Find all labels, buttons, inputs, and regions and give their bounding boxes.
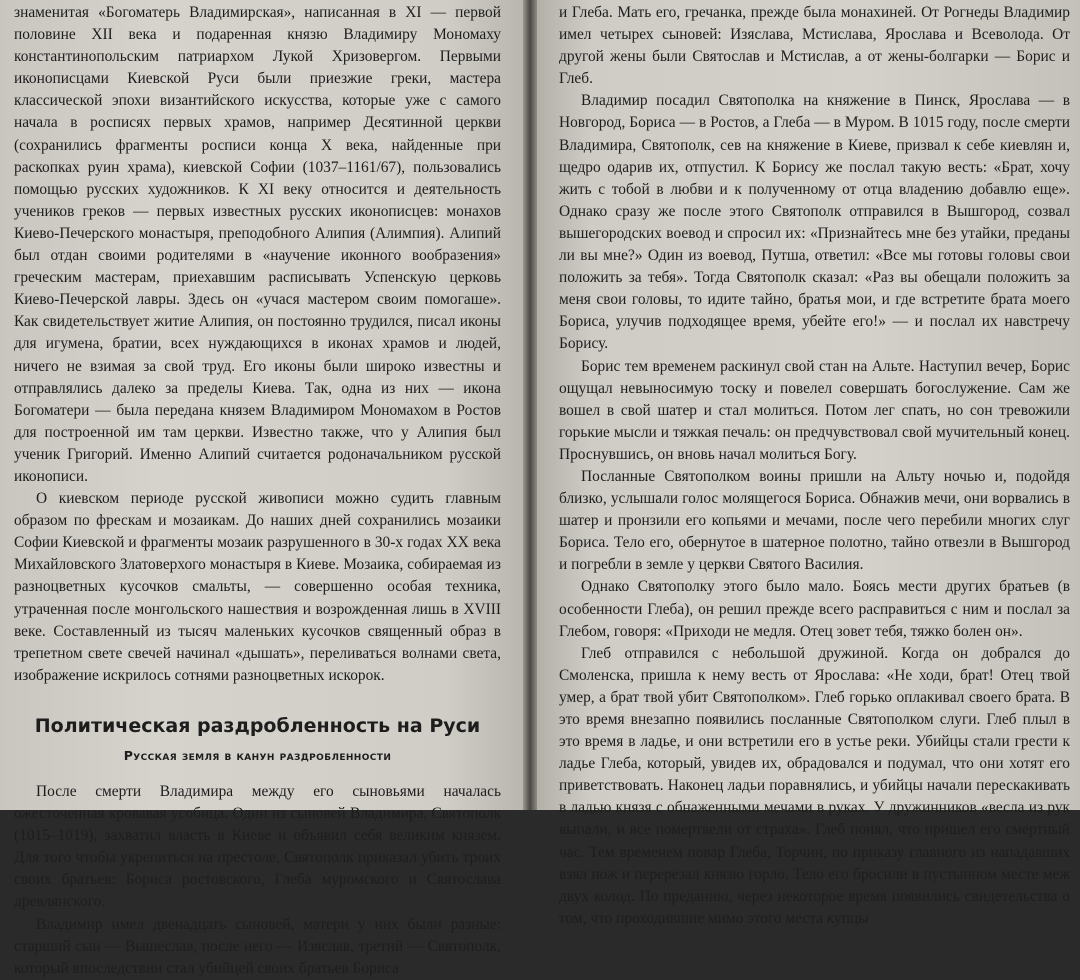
paragraph: знаменитая «Богоматерь Владимирская», написанная в XI — первой половине XII века и подаренная князю Владимиру Мономаху константинопольским патриархом Лукой Хризовергом. Первыми иконописцами Киевской Руси были приезжие греки, мастера классической эпохи византийского искусства, которые уже с самого начала в росписях первых храмов, например Десятинной церкви (сохранились фрагменты росписи конца X века, найденные при раскопках руин храма), киевской Софии (1037–1161/67), пользовались помощью русских художников. К XI веку относится и деятельность учеников греков — первых известных русских иконописцев: монахов Киево-Печерского монастыря, преподобного Алипия (Алимпия). Алипий был отдан своими родителями в «научение иконного вообразения» греческим мастерам, приехавшим расписывать Успенскую церковь Киево-Печерской лавры. Здесь он «учася мастером своим помогаше». Как свидетельствует житие Алипия, он постоянно трудился, писал иконы для игумена, братии, всех нуждающихся в иконах храмов и людей, ничего не взимая за свой труд. Его иконы были широко известны и отправлялись далеко за пределы Киева. Так, одна из них — икона Богоматери — была передана князем Владимиром Мономахом в Ростов для построенной им там церкви. Известно также, что у Алипия был ученик Григорий. Именно Алипий считается родоначальником русской иконописи. — [14, 4, 501, 485]
paragraph: После смерти Владимира между его сыновьями началась ожесточенная кровавая усобица. Один из сыновей Владимира, Святополк (1015–1019), захватил власть в Киеве и объявил себя великим князем. Для того чтобы укрепиться на престоле, Святополк приказал убить троих своих братьев: Бориса ростовского, Глеба муромского и Святослава древлянского. — [14, 783, 501, 911]
paragraph: Посланные Святополком воины пришли на Альту ночью и, подойдя близко, услышали голос молящегося Бориса. Обнажив мечи, они ворвались в шатер и пронзили его копьями и мечами, после чего перебили многих слуг Бориса. Тело его, обернутое в шатерное полотно, тайно отвезли в Вышгород и погребли в земле у церкви Святого Василия. — [559, 467, 1070, 574]
paragraph: О киевском периоде русской живописи можно судить главным образом по фрескам и мозаикам. До наших дней сохранились мозаики Софии Киевской и фрагменты мозаик разрушенного в 30-х годах XX века Михайловского Златоверхого монастыря в Киеве. Мозаика, собираемая из разноцветных кусочков смальты, — совершенно особая техника, утраченная после монгольского нашествия и возрожденная лишь в XVIII веке. Составленный из тысяч маленьких кусочков священный образ в трепетном свете свечей начинал «дышать», переливаться волнами света, изображение искрилось сотнями разноцветных искорок. — [14, 490, 501, 684]
right-page — [537, 0, 1080, 927]
right-page-text — [559, 2, 1070, 930]
paragraph: Борис тем временем раскинул свой стан на Альте. Наступил вечер, Борис ощущал невыносимую тоску и повелел совершать богослужение. Сам же вошел в свой шатер и стал молиться. Потом лег спать, но сон тревожили горькие мысли и тяжкая печаль: он предчувствовал свой мучительный конец. Проснувшись, он вновь начал молиться Богу. — [559, 357, 1070, 463]
section-heading: Политическая раздробленность на Руси — [34, 714, 481, 737]
paragraph: Владимир имел двенадцать сыновей, матери у них были разные: старший сын — Вышеслав, после него — Изяслав, третий — Святополк, который впоследствии стал убийцей своих братьев Бориса — [14, 915, 501, 977]
left-page-text — [14, 2, 501, 980]
paragraph: Однако Святополку этого было мало. Боясь мести других братьев (в особенности Глеба), он решил прежде всего расправиться с ним и послал за Глебом, говоря: «Приходи не медля. Отец зовет тебя, тяжко болен он». — [559, 578, 1070, 640]
paragraph: Глеб отправился с небольшой дружиной. Когда он добрался до Смоленска, пришла к нему весть от Ярослава: «Не ходи, брат! Отец твой умер, а брат твой убит Святополком». Глеб горько оплакивал своего брата. В это время внезапно появились посланные Святополком слуги. Глеб плыл в это время в ладье, и они встретили его в устье реки. Убийцы стали грести к ладье Глеба, который, увидев их, обрадовался и подумал, что они хотят его приветствовать. Наконец ладьи поравнялись, и убийцы начали перескакивать в ладью князя с обнаженными мечами в руках. У дружинников «весла из рук выпали, и все помертвели от страха». Глеб понял, что пришел его смертный час. Тем временем повар Глеба, Торчин, по приказу главного из нападавших взял нож и перерезал князю горло. Тело его бросили в пустынном месте меж двух колод. По преданию, через некоторое время появились свидетельства о том, что проходившие мимо этого места купцы — [559, 644, 1070, 927]
left-page — [0, 0, 523, 977]
section-subheading: Русская земля в канун раздробленности — [123, 747, 392, 763]
paragraph: Владимир посадил Святополка на княжение в Пинск, Ярослава — в Новгород, Бориса — в Ростов, а Глеба — в Муром. В 1015 году, после смерти Владимира, Святополк, сев на княжение в Киеве, призвал к себе киевлян и, щедро одарив их, отпустил. К Борису же послал такую весть: «Брат, хочу жить с тобой в любви и к полученному от отца владению добавлю еще». Однако сразу же после этого Святополк отправился в Вышгород, созвал вышегородских воевод и спросил их: «Признайтесь мне без утайки, преданы ли вы мне?» Один из воевод, Путша, ответил: «Все мы готовы головы свои положить за тебя». Тогда Святополк сказал: «Раз вы обещали положить за меня свои головы, то идите тайно, братья мои, и где встретите брата моего Бориса, улучив подходящее время, убейте его!» — и послал их навстречу Борису. — [559, 92, 1070, 353]
paragraph: и Глеба. Мать его, гречанка, прежде была монахиней. От Рогнеды Владимир имел четырех сыновей: Изяслава, Мстислава, Ярослава и Всеволода. От другой жены были Святослав и Мстислав, а от жены-болгарки — Борис и Глеб. — [559, 4, 1070, 88]
book-gutter — [523, 0, 537, 810]
